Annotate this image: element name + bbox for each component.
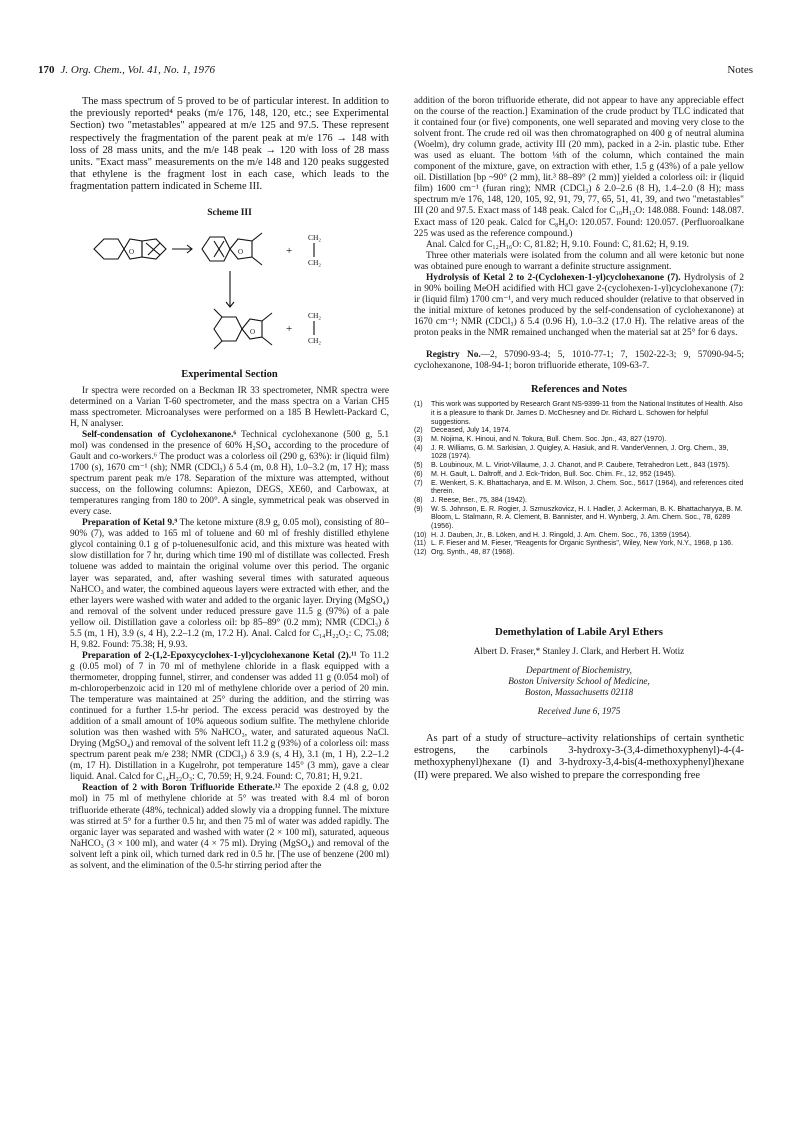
registry-paragraph: Registry No.—2, 57090-93-4; 5, 1010-77-1; 7, 1502-22-3; 9, 57090-94-5; cyclohexanone, 108-94-1; boron trifluoride etherate, 109-63-7.: [414, 350, 744, 372]
page-number: 170: [38, 64, 55, 76]
svg-text:O: O: [237, 247, 243, 256]
ch2-label-3: CH₂: [307, 310, 321, 320]
reference-number: (4): [414, 444, 423, 452]
reference-text: J. R. Williams, G. M. Sarkisian, J. Quigley, A. Hasiuk, and R. VanderVennen, J. Org. Chem., 39, 1028 (1974).: [431, 444, 729, 461]
experimental-para-3: Preparation of 2-(1,2-Epoxycyclohex-1-yl)cyclohexanone Ketal (2).¹¹ To 11.2 g (0.05 mol) of 7 in 70 ml of methylene chloride in a flask equipped with a thermometer, dropping funnel, stirrer, and condenser was added 11 g (0.054 mol) of m-chloroperbenzoic acid in 120 ml of methylene chloride over a period of 20 min. The temperature was maintained at 25° during the addition, and the stirring was continued for a further 1.5-hr period. The excess peracid was destroyed by the addition of a small amount of 10% aqueous sodium sulfite. The methylene chloride solution was then washed with 5% NaHCO₃, water, and saturated aqueous NaCl. Drying (MgSO₄) and removal of the solvent left 11.2 g (93%) of a colorless oil: mass spectrum parent peak m/e 238; NMR (CDCl₃) δ 3.9 (s, 4 H), 3.1 (m, 1 H), 2.2–1.2 (m, 17 H). Distillation in a Kugelrohr, pot temperature 145° (3 mm), gave a clear liquid. Anal. Calcd for C₁₄H₂₂O₃: C, 70.59; H, 9.24. Found: C, 70.81; H, 9.21.: [70, 650, 390, 783]
hydrolysis-paragraph: Hydrolysis of Ketal 2 to 2-(Cyclohexen-1-yl)cyclohexanone (7). Hydrolysis of 2 in 90% boiling MeOH acidified with HCl gave 2-(cyclohexen-1-yl)cyclohexanone (7): ir (liquid film) 1700 cm⁻¹, and very much reduced shoulder (relative to that observed in the initial mixture of ketones produced by the self-condensation of cyclohexanone) at 1670 cm⁻¹; NMR (CDCl₃) δ 5.4 (0.96 H), 1.0–3.2 (17.0 H). The relative areas of the proton peaks in the NMR remained unchanged when the material sat at 25° for 6 days.: [414, 272, 744, 338]
received-date: Received June 6, 1975: [537, 705, 621, 716]
ch2-label-1: CH₂: [307, 232, 321, 242]
reference-item: [414, 462, 744, 471]
abstract-paragraph: As part of a study of structure–activity relationships of certain synthetic estrogens, the carbinols 3-hydroxy-3-(3,4-dimethoxyphenyl)-4-(4-methoxyphenyl)hexane (I) and 3-hydroxy-3,4-bis(4-methoxyphenyl)hexane (II) were prepared. We also wished to prepare the corresponding free: [414, 732, 744, 781]
reference-number: (6): [414, 470, 423, 478]
intro-paragraph: The mass spectrum of 5 proved to be of particular interest. In addition to the previously reported⁴ peaks (m/e 176, 148, 120, etc.; see Experimental Section) two "metastables" appeared at m/e 125 and 97.5. These represent respectively the fragmentation of the parent peak at m/e 176 → 148 with loss of 28 mass units, and the m/e 148 peak → 120 with loss of 28 mass units. "Exact mass" measurements on the m/e 148 and 120 peaks suggested that ethylene is the fragment lost in each case, which leads to the fragmentation pattern indicated in Scheme III.: [70, 96, 389, 193]
reference-number: (5): [414, 462, 423, 470]
reference-number: (9): [414, 505, 423, 513]
reference-item: [414, 445, 744, 462]
reference-item: [414, 401, 744, 427]
scheme-iii-diagram: [80, 221, 380, 363]
svg-text:O: O: [249, 327, 255, 336]
reference-item: [414, 471, 744, 480]
page-header: [38, 64, 763, 80]
reference-number: (2): [414, 427, 423, 435]
reference-number: (1): [414, 401, 423, 409]
reference-number: (12): [414, 549, 427, 557]
analysis-paragraph: Anal. Calcd for C₁₂H₁₆O: C, 81.82; H, 9.10. Found: C, 81.62; H, 9.19.: [426, 239, 689, 250]
experimental-para-1: Self-condensation of Cyclohexanone.⁶ Technical cyclohexanone (500 g, 5.1 mol) was condensed in the presence of 60% H₂SO₄ according to the procedure of Gault and co-workers.⁶ The product was a colorless oil (290 g, 63%): ir (liquid film) 1700 (s), 1670 cm⁻¹ (sh); NMR (CDCl₃) δ 5.4 (m, 0.8 H), 1.0–3.2 (m, 17 H); mass spectrum parent peak m/e 178. Separation of the mixture was attempted, without success, on the following columns: Apiezon, DEGS, XE60, and Carbowax, at temperatures ranging from 180 to 200°. A single, symmetrical peak was observed in every case.: [70, 429, 389, 518]
other-materials-paragraph: Three other materials were isolated from the column and all were ketonic but none was obtained pure enough to warrant a definite structure assignment.: [414, 250, 744, 272]
reference-text: M. Nojima, K. Hinoui, and N. Tokura, Bull. Chem. Soc. Jpn., 43, 827 (1970).: [431, 435, 667, 443]
reference-text: B. Loubinoux, M. L. Viriot-Villaume, J. J. Chanot, and P. Caubere, Tetrahedron Lett., 843 (1975).: [431, 462, 730, 470]
reference-text: L. F. Fieser and M. Fieser, "Reagents for Organic Synthesis", Wiley, New York, N.Y., 1968, p 136.: [431, 540, 734, 548]
experimental-para-4: Reaction of 2 with Boron Trifluoride Etherate.¹² The epoxide 2 (4.8 g, 0.02 mol) in 75 ml of methylene chloride at 5° was treated with 8.4 ml of boron trifluoride etherate (48%, technical) added slowly via a dropping funnel. The mixture was stirred at 5° for a further 0.5 hr, and then 75 ml of water was added rapidly. The organic layer was separated and washed with water (2 × 100 ml), saturated, aqueous NaHCO₃ (3 × 100 ml), and water (4 × 75 ml). Drying (MgSO₄) and removal of the solvent left a pink oil, which turned dark red in 0.5 hr. [The use of benzene (200 ml) as solvent, and the elimination of the 0.5-hr stirring period after the: [70, 783, 389, 871]
left-column: [70, 96, 389, 872]
reference-item: [414, 549, 744, 558]
reference-item: [414, 497, 744, 506]
reference-text: H. J. Dauben, Jr., B. Löken, and H. J. Ringold, J. Am. Chem. Soc., 76, 1359 (1954).: [431, 531, 692, 539]
reference-number: (7): [414, 479, 423, 487]
reference-text: W. S. Johnson, E. R. Rogier, J. Szmuszkovicz, H. I. Hadler, J. Ackerman, B. K. Bhattacharyya, B. M. Bloom, L. Stalmann, R. A. Clement, B. Bannister, and H. Wynberg, J. Am. Chem. Soc., 78, 6289 (1956).: [431, 505, 743, 531]
journal-citation: J. Org. Chem., Vol. 41, No. 1, 1976: [60, 64, 216, 76]
experimental-heading: Experimental Section: [181, 368, 278, 380]
reference-number: (3): [414, 435, 423, 443]
experimental-intro: Ir spectra were recorded on a Beckman IR 33 spectrometer, NMR spectra were determined on a Varian T-60 spectrometer, and the mass spectra on a Varian CH5 mass spectrometer. Microanalyses were performed on a 185 B Hewlett-Packard C, H, N analyser.: [70, 385, 389, 429]
reference-item: [414, 480, 744, 497]
reference-item: [414, 506, 744, 532]
experimental-para-2: Preparation of Ketal 9.⁹ The ketone mixture (8.9 g, 0.05 mol), consisting of 80–90% (7), was added to 165 ml of toluene and 60 ml of freshly distilled ethylene glycol containing 0.1 g of p-toluenesulfonic acid, and this mixture was heated with slow distillation for 7 hr, during which time 190 ml of distillate was collected. Fresh toluene was added to maintain the original volume over this period. The organic layer was separated, and, after washing several times with saturated aqueous NaHCO₃ and water, the combined aqueous layers were extracted with ether, and the ether layers were washed with water and added to the organic layer. Drying (MgSO₄) and removal of the solvent under reduced pressure gave 11.5 g (97%) of a pale yellow oil. Distillation gave a colorless oil: bp 85–89° (0.2 mm); NMR (CDCl₃) δ 5.5 (m, 1 H), 3.9 (s, 4 H), 2.2–1.2 (m, 17.2 H). Anal. Calcd for C₁₄H₂₂O₂: C, 75.08; H, 9.82. Found: 75.38; H, 9.93.: [70, 518, 389, 650]
section-label: Notes: [727, 64, 753, 76]
reference-text: E. Wenkert, S. K. Bhattacharya, and E. M. Wilson, J. Chem. Soc., 5617 (1964), and references cited therein.: [431, 479, 744, 496]
right-column: [414, 96, 744, 782]
reference-text: J. Reese, Ber., 75, 384 (1942).: [431, 496, 527, 504]
article-title: Demethylation of Labile Aryl Ethers: [495, 625, 663, 638]
reference-text: This work was supported by Research Grant NS-9399-11 from the National Institutes of Health. Also it is a pleasure to thank Dr. James D. McChesney and Dr. Richard L. Schowen for helpful suggestions.: [431, 401, 743, 426]
reference-text: Deceased, July 14, 1974.: [431, 427, 511, 435]
reference-item: [414, 436, 744, 445]
reference-number: (8): [414, 496, 423, 504]
reference-number: (11): [414, 540, 427, 548]
plus-sign-2: +: [285, 322, 292, 335]
references-heading: References and Notes: [530, 384, 628, 396]
reference-item: [414, 532, 744, 541]
svg-text:O: O: [128, 247, 134, 256]
reference-text: M. H. Gault, L. Daltroff, and J. Eck-Tridon, Bull. Soc. Chim. Fr., 12, 952 (1945).: [431, 470, 676, 478]
continued-paragraph: addition of the boron trifluoride etherate, did not appear to have any appreciable effect on the course of the reaction.] Examination of the crude product by TLC indicated that it contained four (or five) components, one well separated and moving very close to the solvent front. The crude red oil was then chromatographed on 400 g of neutral alumina (Woelm), dry column grade, activity III (20 mm), packed in a 2-in. plastic tube. Ether was used as eluant. The bottom ⅛th of the column, which contained the main component of the mixture, gave, on extraction with ether, 1.5 g (43%) of a pale yellow oil. Distillation [bp ~90° (2 mm), lit.³ 88–89° (2 mm)] yielded a colorless oil: ir (liquid film) 1600 cm⁻¹ (furan ring); NMR (CDCl₃) δ 2.0–2.6 (8 H), 1.4–2.0 (8 H); mass spectrum m/e 176, 148, 120, 105, 92, 91, 79, 77, 65, 51, 41, 39, and two "metastables" III (20 and 97.5. Exact mass of 148 peak. Calcd for C₁₀H₁₂O: 148.088. Found: 148.087. Exact mass of 120 peak. Calcd for C₈H₈O: 120.057. Found: 120.057. (Perfluoroalkane 225 was used as the reference compound.): [414, 96, 744, 239]
article-affiliation: Department of Biochemistry, Boston University School of Medicine, Boston, Massachusetts 02118: [508, 664, 650, 697]
article-authors: Albert D. Fraser,* Stanley J. Clark, and Herbert H. Wotiz: [473, 645, 685, 656]
plus-sign-1: +: [285, 244, 292, 257]
scheme-title: Scheme III: [207, 207, 252, 218]
reference-text: Org. Synth., 48, 87 (1968).: [431, 549, 515, 557]
ch2-label-4: CH₂: [307, 335, 321, 345]
reference-item: [414, 427, 744, 436]
ch2-label-2: CH₂: [307, 257, 321, 267]
reference-item: [414, 540, 744, 549]
references-list: [414, 401, 744, 558]
reference-number: (10): [414, 531, 427, 539]
